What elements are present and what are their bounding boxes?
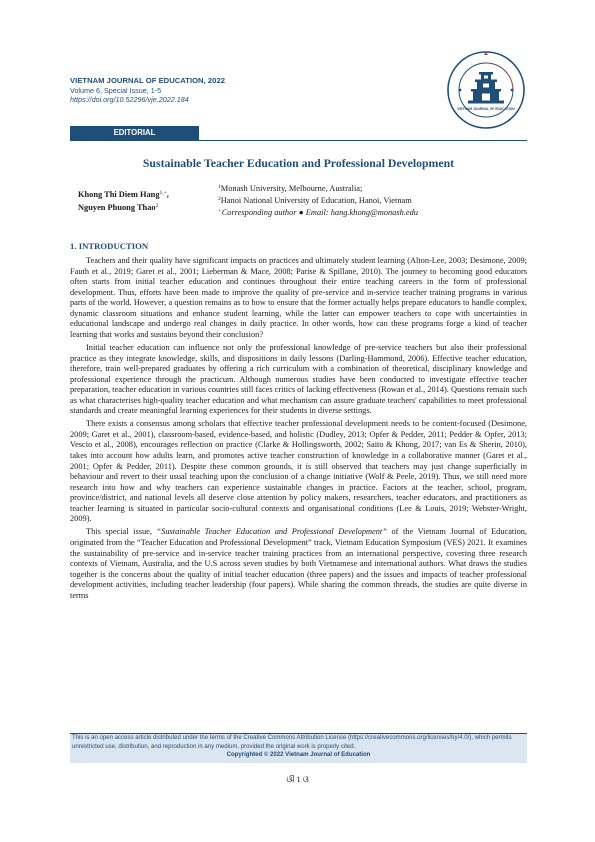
page-number: ଔ 1 ଓ: [286, 775, 309, 784]
journal-doi-link[interactable]: https://doi.org/10.52296/vje.2022.184: [70, 95, 189, 104]
temple-seal-icon: [446, 50, 526, 130]
logo-subtitle: VIETNAM JOURNAL OF EDUCATION: [457, 107, 515, 111]
affiliation-1: $^1$Monash University, Melbourne, Australia;: [218, 184, 363, 193]
paragraph-3: There exists a consensus among scholars that effective teacher professional development needs to be content-focused (Desimone, 2009; Garet et al., 2001), classroom-based, evidence-based, and holistic (Dudley, 2013; Opfer & Pedder, 2011; Pedder & Opfer, 2013; Vescio et al., 2008), encourages reflection on practice (Clarke & Hollingsworth, 2002; Saito & Khong, 2017; van Es & Sherin, 2010), takes into account how adults learn, and promotes active teacher construction of knowledge in a collaborative manner (Garet et al., 2001; Opfer & Pedder, 2011). Despite these common grounds, it is still observed that teachers may just change superficially in behaviour and revert to their usual teaching upon the conclusion of a change initiative (Wolf & Peele, 2019). Thus, we still need more research into how and why teachers can experience sustainable changes in practice. Factors at the teacher, school, program, province/district, and national levels all deserve close attention by policy makers, researchers, teacher educators, and practitioners as teacher learning is situated in particular socio-cultural contexts and organisational conditions (Lee & Louis, 2019; Webster-Wright, 2009).: [70, 419, 527, 524]
affiliation-list: [218, 183, 518, 219]
author-list: [78, 189, 208, 214]
affiliation-2: $^2$Hanoi National University of Education, Hanoi, Vietnam: [218, 196, 412, 205]
paragraph-1: Teachers and their quality have significant impacts on practices and ultimately student learning (Alton-Lee, 2003; Desimone, 2009; Fauth et al., 2019; Garet et al., 2001; Lieberman & Mace, 2008; Parise & Spillane, 2010). The journey to becoming good educators often starts from initial teacher education and continues throughout their entire teaching careers in the form of professional development. Thus, efforts have been made to improve the quality of pre-service and in-service teacher training programs in various parts of the world. However, a question remains as to how to ensure that the former actually helps prepare educators to handle complex, dynamic classroom situations and enhance student learning, while the latter can empower teachers to cope with uncertainties in educational landscape and undergo real changes in daily practice. In other words, how can these programs forge a kind of teacher learning that works and sustains beyond their conclusion?: [70, 256, 527, 339]
section-tab-bar: [70, 126, 527, 141]
author-2: Nguyen Phuong Thao$^2$: [78, 202, 159, 212]
article-body: [70, 256, 527, 604]
journal-header: [70, 76, 400, 104]
license-box: [70, 733, 527, 763]
editorial-tab: EDITORIAL: [70, 126, 199, 140]
section-heading: 1. INTRODUCTION: [70, 241, 149, 251]
copyright-line: Copyrighted © 2022 Vietnam Journal of Education: [226, 752, 371, 759]
journal-logo: [446, 50, 526, 130]
license-text: This is an open access article distributed under the terms of the Creative Commons Attribution License (https://creativecommons.org/licenses/by/4.0/), which permits unrestricted use, distribution, and reproduction in any medium, provided the original work is properly cited.: [72, 735, 512, 750]
author-1: Khong Thi Diem Hang$^{1,+}$,: [78, 190, 169, 199]
journal-name: VIETNAM JOURNAL OF EDUCATION, 2022: [70, 76, 226, 85]
corresponding-author[interactable]: +Corresponding author ● Email: hang.khong@monash.edu: [218, 208, 418, 217]
paragraph-4: This special issue, “Sustainable Teacher Education and Professional Development” of the Vietnam Journal of Education, originated from the “Teacher Education and Professional Development” track, Vietnam Education Symposium (VES) 2021. It examines the sustainability of pre-service and in-service teacher training practices from an international perspective, covering three research contexts of Vietnam, Australia, and the U.S across seven studies by both Vietnamese and international authors. What draws the studies together is the concerns about the quality of initial teacher education (three papers) and the issues and impacts of teacher professional development activities, including teacher leadership (four papers). While sharing the common threads, the studies are quite diverse in terms: [70, 527, 527, 600]
journal-volume: Volume 6, Special Issue, 1-5: [70, 86, 162, 95]
article-title: Sustainable Teacher Education and Professional Development: [142, 156, 455, 170]
paragraph-2: Initial teacher education can influence not only the professional knowledge of pre-service teachers but also their professional practice as they integrate knowledge, skills, and dispositions in daily lessons (Darling-Hammond, 2006). Effective teacher education, therefore, train well-prepared graduates by offering a rich curriculum with a combination of theoretical, disciplinary knowledge and professional experience through the practicum. Although numerous studies have been conducted to investigate effective teacher preparation, teacher education in various countries still faces critics of lacking effectiveness (Rowan et al., 2014). Questions remain such as what characterises high-quality teacher education and what mechanism can assure graduate teachers' capabilities to meet professional standards and create meaningful learning experiences for their students in diverse settings.: [70, 342, 527, 416]
